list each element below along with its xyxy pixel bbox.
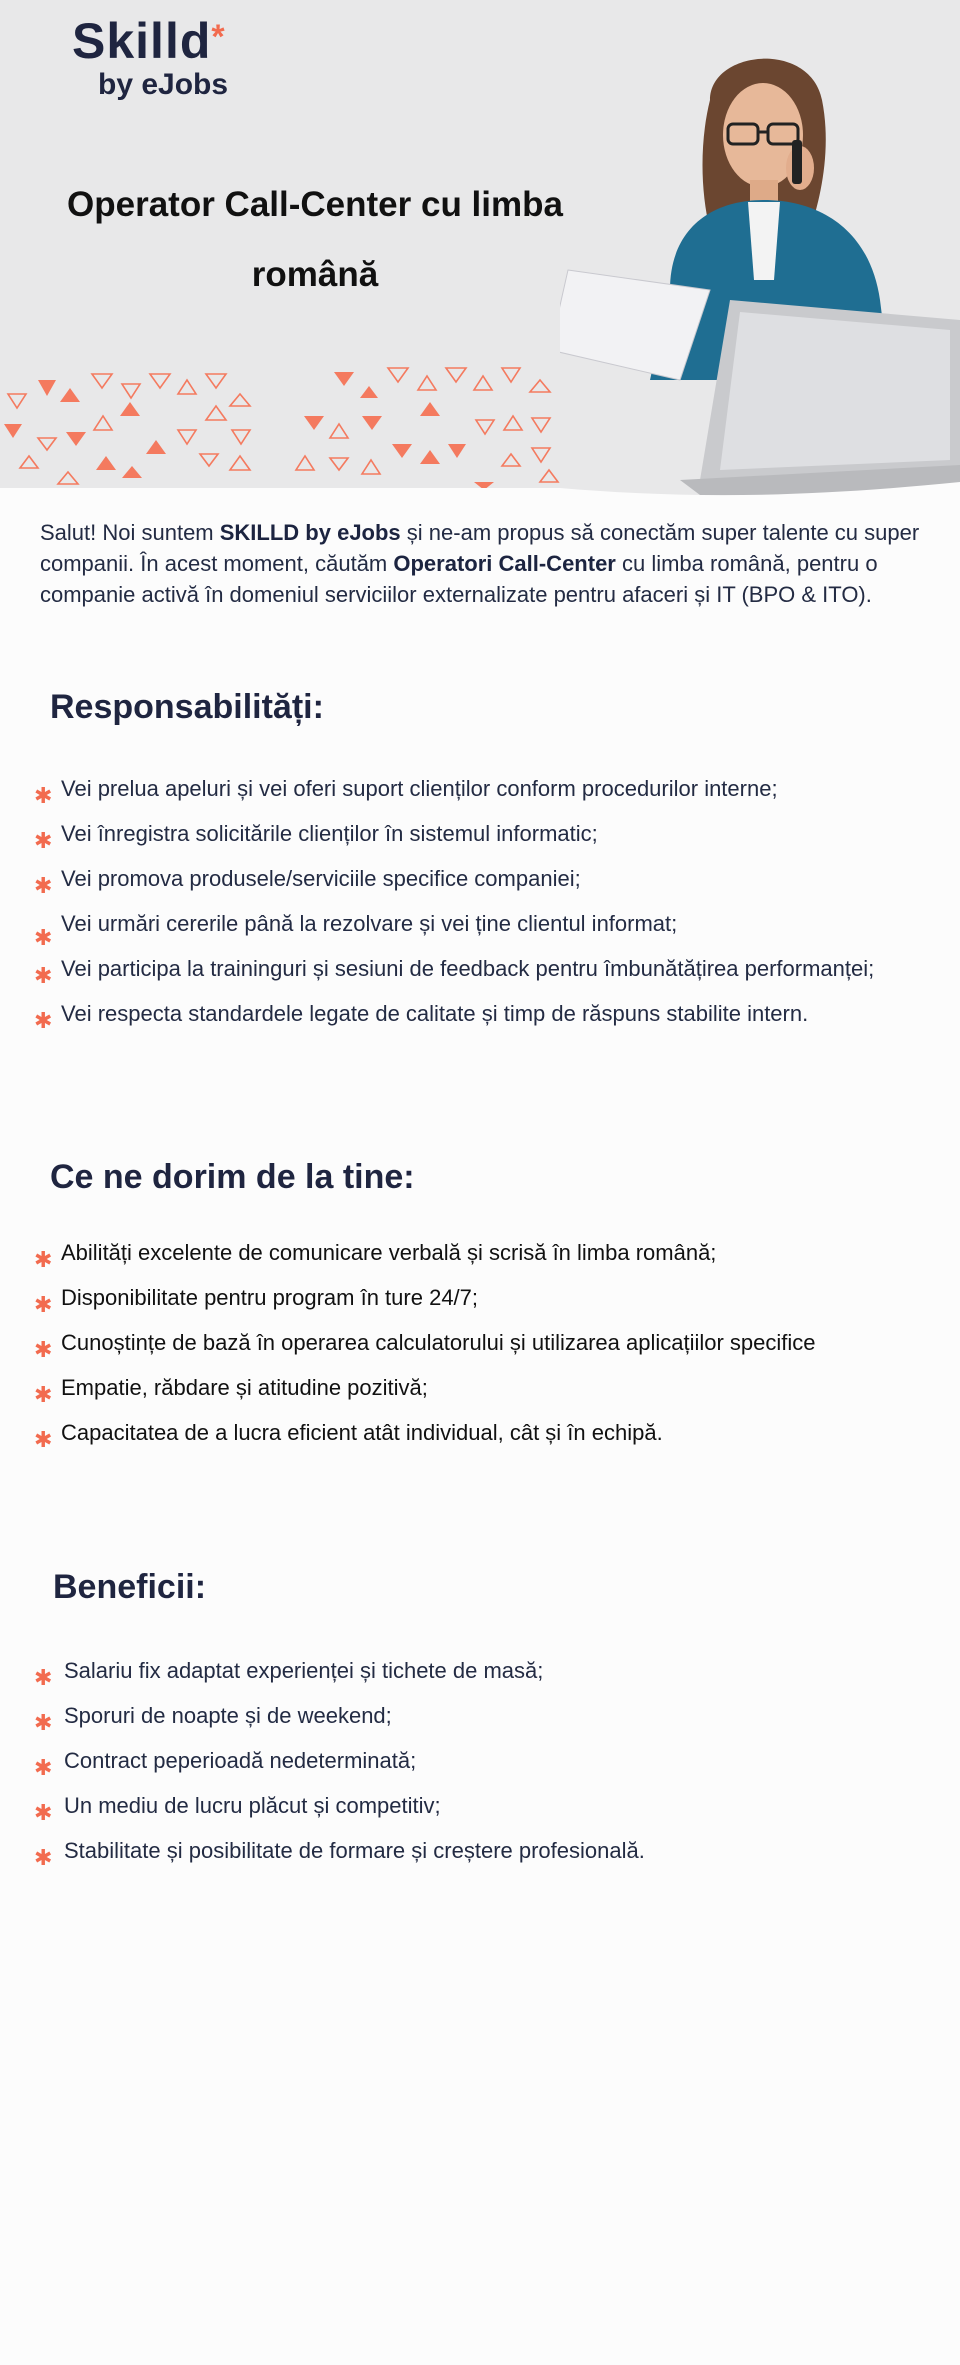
intro-role-name: Operatori Call-Center <box>393 551 616 576</box>
asterisk-bullet-icon: ✱ <box>34 963 53 988</box>
benefits-list <box>0 1648 900 1873</box>
asterisk-bullet-icon: ✱ <box>34 1008 53 1033</box>
asterisk-bullet-icon: ✱ <box>34 1292 53 1317</box>
list-item: ✱ Stabilitate și posibilitate de formare și creștere profesională. <box>0 1828 900 1873</box>
requirements-title: Ce ne dorim de la tine: <box>50 1158 415 1196</box>
list-item: ✱ Vei prelua apeluri și vei oferi suport clienților conform procedurilor interne; <box>0 766 900 811</box>
responsibilities-list <box>0 766 900 1036</box>
triangle-pattern <box>0 350 560 490</box>
asterisk-bullet-icon: ✱ <box>34 1427 53 1452</box>
asterisk-bullet-icon: ✱ <box>34 873 53 898</box>
intro-text-2: și ne-am propus să conectăm super talente cu super companii. În acest moment, căutăm <box>40 520 920 576</box>
asterisk-bullet-icon: ✱ <box>34 1665 53 1690</box>
asterisk-bullet-icon: ✱ <box>34 1845 53 1870</box>
intro-company-name: SKILLD by eJobs <box>219 520 401 545</box>
list-item: ✱ Cunoștințe de bază în operarea calculatorului și utilizarea aplicațiilor specifice <box>0 1320 900 1365</box>
logo-star: * <box>211 18 226 56</box>
list-item: ✱ Capacitatea de a lucra eficient atât individual, cât și în echipă. <box>0 1410 900 1455</box>
asterisk-bullet-icon: ✱ <box>34 1337 53 1362</box>
asterisk-bullet-icon: ✱ <box>34 1800 53 1825</box>
logo-wordmark: Skilld <box>72 13 212 69</box>
woman-on-phone-photo <box>560 40 960 500</box>
requirements-list <box>0 1230 900 1455</box>
responsibilities-title: Responsabilități: <box>50 688 324 726</box>
list-item: ✱ Salariu fix adaptat experienței și tichete de masă; <box>0 1648 900 1693</box>
list-item: ✱ Contract peperioadă nedeterminată; <box>0 1738 900 1783</box>
list-item: ✱ Vei urmări cererile până la rezolvare și vei ține clientul informat; <box>0 901 900 946</box>
list-item: ✱ Un mediu de lucru plăcut și competitiv; <box>0 1783 900 1828</box>
list-item: ✱ Abilități excelente de comunicare verbală și scrisă în limba română; <box>0 1230 900 1275</box>
list-item: ✱ Vei respecta standardele legate de calitate și timp de răspuns stabilite intern. <box>0 991 900 1036</box>
intro-paragraph <box>40 517 920 610</box>
asterisk-bullet-icon: ✱ <box>34 1247 53 1272</box>
logo-subtitle: by eJobs <box>98 68 229 101</box>
list-item: ✱ Vei promova produsele/serviciile specifice companiei; <box>0 856 900 901</box>
benefits-title: Beneficii: <box>53 1568 207 1606</box>
intro-text-3: cu limba română, pentru o companie activă în domeniul serviciilor externalizate pentru afaceri și IT (BPO & ITO). <box>40 551 878 607</box>
intro-text-1: Salut! Noi suntem <box>40 520 220 545</box>
list-item: ✱ Sporuri de noapte și de weekend; <box>0 1693 900 1738</box>
list-item: ✱ Empatie, răbdare și atitudine pozitivă; <box>0 1365 900 1410</box>
list-item: ✱ Disponibilitate pentru program în ture 24/7; <box>0 1275 900 1320</box>
hero-banner <box>0 0 960 500</box>
asterisk-bullet-icon: ✱ <box>34 783 53 808</box>
asterisk-bullet-icon: ✱ <box>34 1755 53 1780</box>
asterisk-bullet-icon: ✱ <box>34 925 53 950</box>
asterisk-bullet-icon: ✱ <box>34 1710 53 1735</box>
job-title: Operator Call-Center cu limba română <box>67 185 563 294</box>
asterisk-bullet-icon: ✱ <box>34 828 53 853</box>
list-item: ✱ Vei participa la traininguri și sesiuni de feedback pentru îmbunătățirea performanței; <box>0 946 900 991</box>
list-item: ✱ Vei înregistra solicitările clienților în sistemul informatic; <box>0 811 900 856</box>
skilld-logo[interactable] <box>72 14 228 102</box>
asterisk-bullet-icon: ✱ <box>34 1382 53 1407</box>
hero-bottom-curve <box>0 470 960 500</box>
